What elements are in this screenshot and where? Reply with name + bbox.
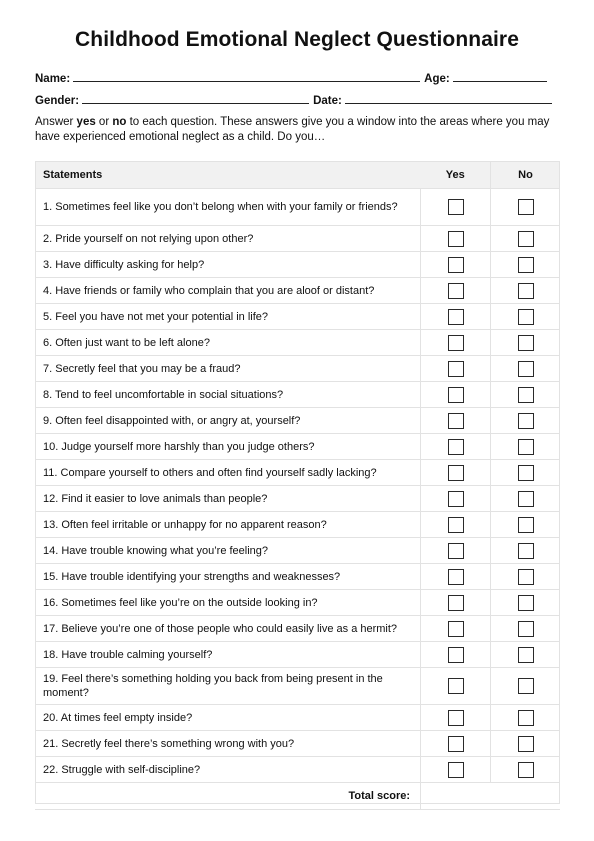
question-row: [35, 304, 560, 330]
yes-cell: [421, 564, 491, 590]
yes-cell: [421, 731, 491, 757]
yes-checkbox[interactable]: [448, 621, 464, 637]
no-cell: [491, 731, 561, 757]
yes-checkbox[interactable]: [448, 387, 464, 403]
question-text: 13. Often feel irritable or unhappy for no apparent reason?: [35, 512, 421, 538]
yes-cell: [421, 757, 491, 783]
yes-cell: [421, 278, 491, 304]
question-text: 7. Secretly feel that you may be a fraud?: [35, 356, 421, 382]
question-text: 12. Find it easier to love animals than people?: [35, 486, 421, 512]
no-cell: [491, 408, 561, 434]
question-row: [35, 226, 560, 252]
date-label: Date:: [313, 95, 342, 107]
no-checkbox[interactable]: [518, 439, 534, 455]
no-checkbox[interactable]: [518, 517, 534, 533]
no-checkbox[interactable]: [518, 309, 534, 325]
yes-checkbox[interactable]: [448, 762, 464, 778]
yes-checkbox[interactable]: [448, 257, 464, 273]
yes-checkbox[interactable]: [448, 710, 464, 726]
question-text: 11. Compare yourself to others and often find yourself sadly lacking?: [35, 460, 421, 486]
question-row: [35, 434, 560, 460]
question-row: [35, 408, 560, 434]
no-checkbox[interactable]: [518, 569, 534, 585]
yes-checkbox[interactable]: [448, 678, 464, 694]
no-cell: [491, 590, 561, 616]
yes-checkbox[interactable]: [448, 335, 464, 351]
question-text: 18. Have trouble calming yourself?: [35, 642, 421, 668]
question-row: [35, 642, 560, 668]
instructions: Answer yes or no to each question. These answers give you a window into the areas where you may have experienced emotional neglect as a child. Do you…: [35, 116, 550, 143]
no-cell: [491, 460, 561, 486]
question-text: 6. Often just want to be left alone?: [35, 330, 421, 356]
no-checkbox[interactable]: [518, 736, 534, 752]
yes-checkbox[interactable]: [448, 309, 464, 325]
yes-cell: [421, 705, 491, 731]
question-text: 16. Sometimes feel like you’re on the outside looking in?: [35, 590, 421, 616]
no-cell: [491, 330, 561, 356]
no-cell: [491, 616, 561, 642]
total-score-label: Total score:: [35, 783, 421, 810]
question-text: 1. Sometimes feel like you don’t belong when with your family or friends?: [35, 189, 421, 226]
no-cell: [491, 226, 561, 252]
question-text: 10. Judge yourself more harshly than you judge others?: [35, 434, 421, 460]
no-checkbox[interactable]: [518, 361, 534, 377]
no-cell: [491, 304, 561, 330]
yes-checkbox[interactable]: [448, 543, 464, 559]
yes-checkbox[interactable]: [448, 361, 464, 377]
no-checkbox[interactable]: [518, 647, 534, 663]
no-cell: [491, 538, 561, 564]
question-row: [35, 356, 560, 382]
question-text: 9. Often feel disappointed with, or angry at, yourself?: [35, 408, 421, 434]
no-cell: [491, 189, 561, 226]
no-checkbox[interactable]: [518, 762, 534, 778]
question-text: 15. Have trouble identifying your strengths and weaknesses?: [35, 564, 421, 590]
yes-cell: [421, 642, 491, 668]
question-row: [35, 330, 560, 356]
yes-cell: [421, 486, 491, 512]
yes-checkbox[interactable]: [448, 231, 464, 247]
yes-cell: [421, 460, 491, 486]
no-cell: [491, 356, 561, 382]
question-text: 17. Believe you’re one of those people who could easily live as a hermit?: [35, 616, 421, 642]
yes-cell: [421, 226, 491, 252]
question-row: [35, 616, 560, 642]
question-row: [35, 460, 560, 486]
question-row: [35, 590, 560, 616]
yes-cell: [421, 408, 491, 434]
no-checkbox[interactable]: [518, 231, 534, 247]
total-score-field[interactable]: [421, 783, 561, 810]
yes-cell: [421, 330, 491, 356]
statements-header: Statements: [35, 161, 421, 189]
name-label: Name:: [35, 73, 71, 85]
yes-cell: [421, 382, 491, 408]
yes-checkbox[interactable]: [448, 736, 464, 752]
no-checkbox[interactable]: [518, 491, 534, 507]
question-text: 20. At times feel empty inside?: [35, 705, 421, 731]
question-text: 14. Have trouble knowing what you’re feeling?: [35, 538, 421, 564]
no-checkbox[interactable]: [518, 621, 534, 637]
question-row: [35, 731, 560, 757]
no-checkbox[interactable]: [518, 413, 534, 429]
no-cell: [491, 642, 561, 668]
age-field[interactable]: [453, 70, 547, 82]
yes-cell: [421, 304, 491, 330]
no-checkbox[interactable]: [518, 710, 534, 726]
yes-checkbox[interactable]: [448, 283, 464, 299]
no-cell: [491, 252, 561, 278]
name-age-row: [35, 70, 560, 85]
no-cell: [491, 757, 561, 783]
yes-cell: [421, 434, 491, 460]
question-text: 22. Struggle with self-discipline?: [35, 757, 421, 783]
yes-checkbox[interactable]: [448, 647, 464, 663]
question-text: 3. Have difficulty asking for help?: [35, 252, 421, 278]
page-title: Childhood Emotional Neglect Questionnaire: [75, 28, 519, 51]
no-cell: [491, 564, 561, 590]
no-checkbox[interactable]: [518, 595, 534, 611]
yes-cell: [421, 668, 491, 705]
no-checkbox[interactable]: [518, 283, 534, 299]
age-label: Age:: [424, 73, 450, 85]
gender-field[interactable]: [82, 92, 309, 104]
question-text: 19. Feel there’s something holding you back from being present in the moment?: [35, 668, 421, 705]
yes-cell: [421, 356, 491, 382]
question-text: 4. Have friends or family who complain that you are aloof or distant?: [35, 278, 421, 304]
questionnaire-table: [35, 161, 560, 810]
no-cell: [491, 705, 561, 731]
yes-checkbox[interactable]: [448, 413, 464, 429]
no-checkbox[interactable]: [518, 257, 534, 273]
question-row: [35, 382, 560, 408]
question-row: [35, 486, 560, 512]
gender-label: Gender:: [35, 95, 80, 107]
question-row: [35, 564, 560, 590]
question-text: 2. Pride yourself on not relying upon other?: [35, 226, 421, 252]
yes-checkbox[interactable]: [448, 517, 464, 533]
no-checkbox[interactable]: [518, 387, 534, 403]
no-cell: [491, 278, 561, 304]
yes-checkbox[interactable]: [448, 491, 464, 507]
yes-checkbox[interactable]: [448, 439, 464, 455]
yes-header: Yes: [421, 161, 491, 189]
yes-checkbox[interactable]: [448, 595, 464, 611]
no-header: No: [491, 161, 561, 189]
no-checkbox[interactable]: [518, 199, 534, 215]
question-row: [35, 189, 560, 226]
question-row: [35, 705, 560, 731]
question-row: [35, 278, 560, 304]
yes-cell: [421, 189, 491, 226]
yes-cell: [421, 538, 491, 564]
yes-cell: [421, 252, 491, 278]
no-checkbox[interactable]: [518, 543, 534, 559]
yes-cell: [421, 590, 491, 616]
no-cell: [491, 512, 561, 538]
date-field[interactable]: [345, 92, 552, 104]
yes-checkbox[interactable]: [448, 465, 464, 481]
yes-checkbox[interactable]: [448, 199, 464, 215]
no-cell: [491, 434, 561, 460]
question-row: [35, 252, 560, 278]
question-row: [35, 512, 560, 538]
question-row: [35, 538, 560, 564]
question-row: [35, 757, 560, 783]
no-cell: [491, 668, 561, 705]
no-checkbox[interactable]: [518, 678, 534, 694]
no-checkbox[interactable]: [518, 335, 534, 351]
yes-cell: [421, 512, 491, 538]
question-text: 21. Secretly feel there’s something wrong with you?: [35, 731, 421, 757]
name-field[interactable]: [73, 70, 420, 82]
yes-cell: [421, 616, 491, 642]
no-cell: [491, 486, 561, 512]
no-checkbox[interactable]: [518, 465, 534, 481]
question-text: 5. Feel you have not met your potential in life?: [35, 304, 421, 330]
yes-checkbox[interactable]: [448, 569, 464, 585]
question-row: [35, 668, 560, 705]
gender-date-row: [35, 92, 560, 107]
question-text: 8. Tend to feel uncomfortable in social situations?: [35, 382, 421, 408]
no-cell: [491, 382, 561, 408]
